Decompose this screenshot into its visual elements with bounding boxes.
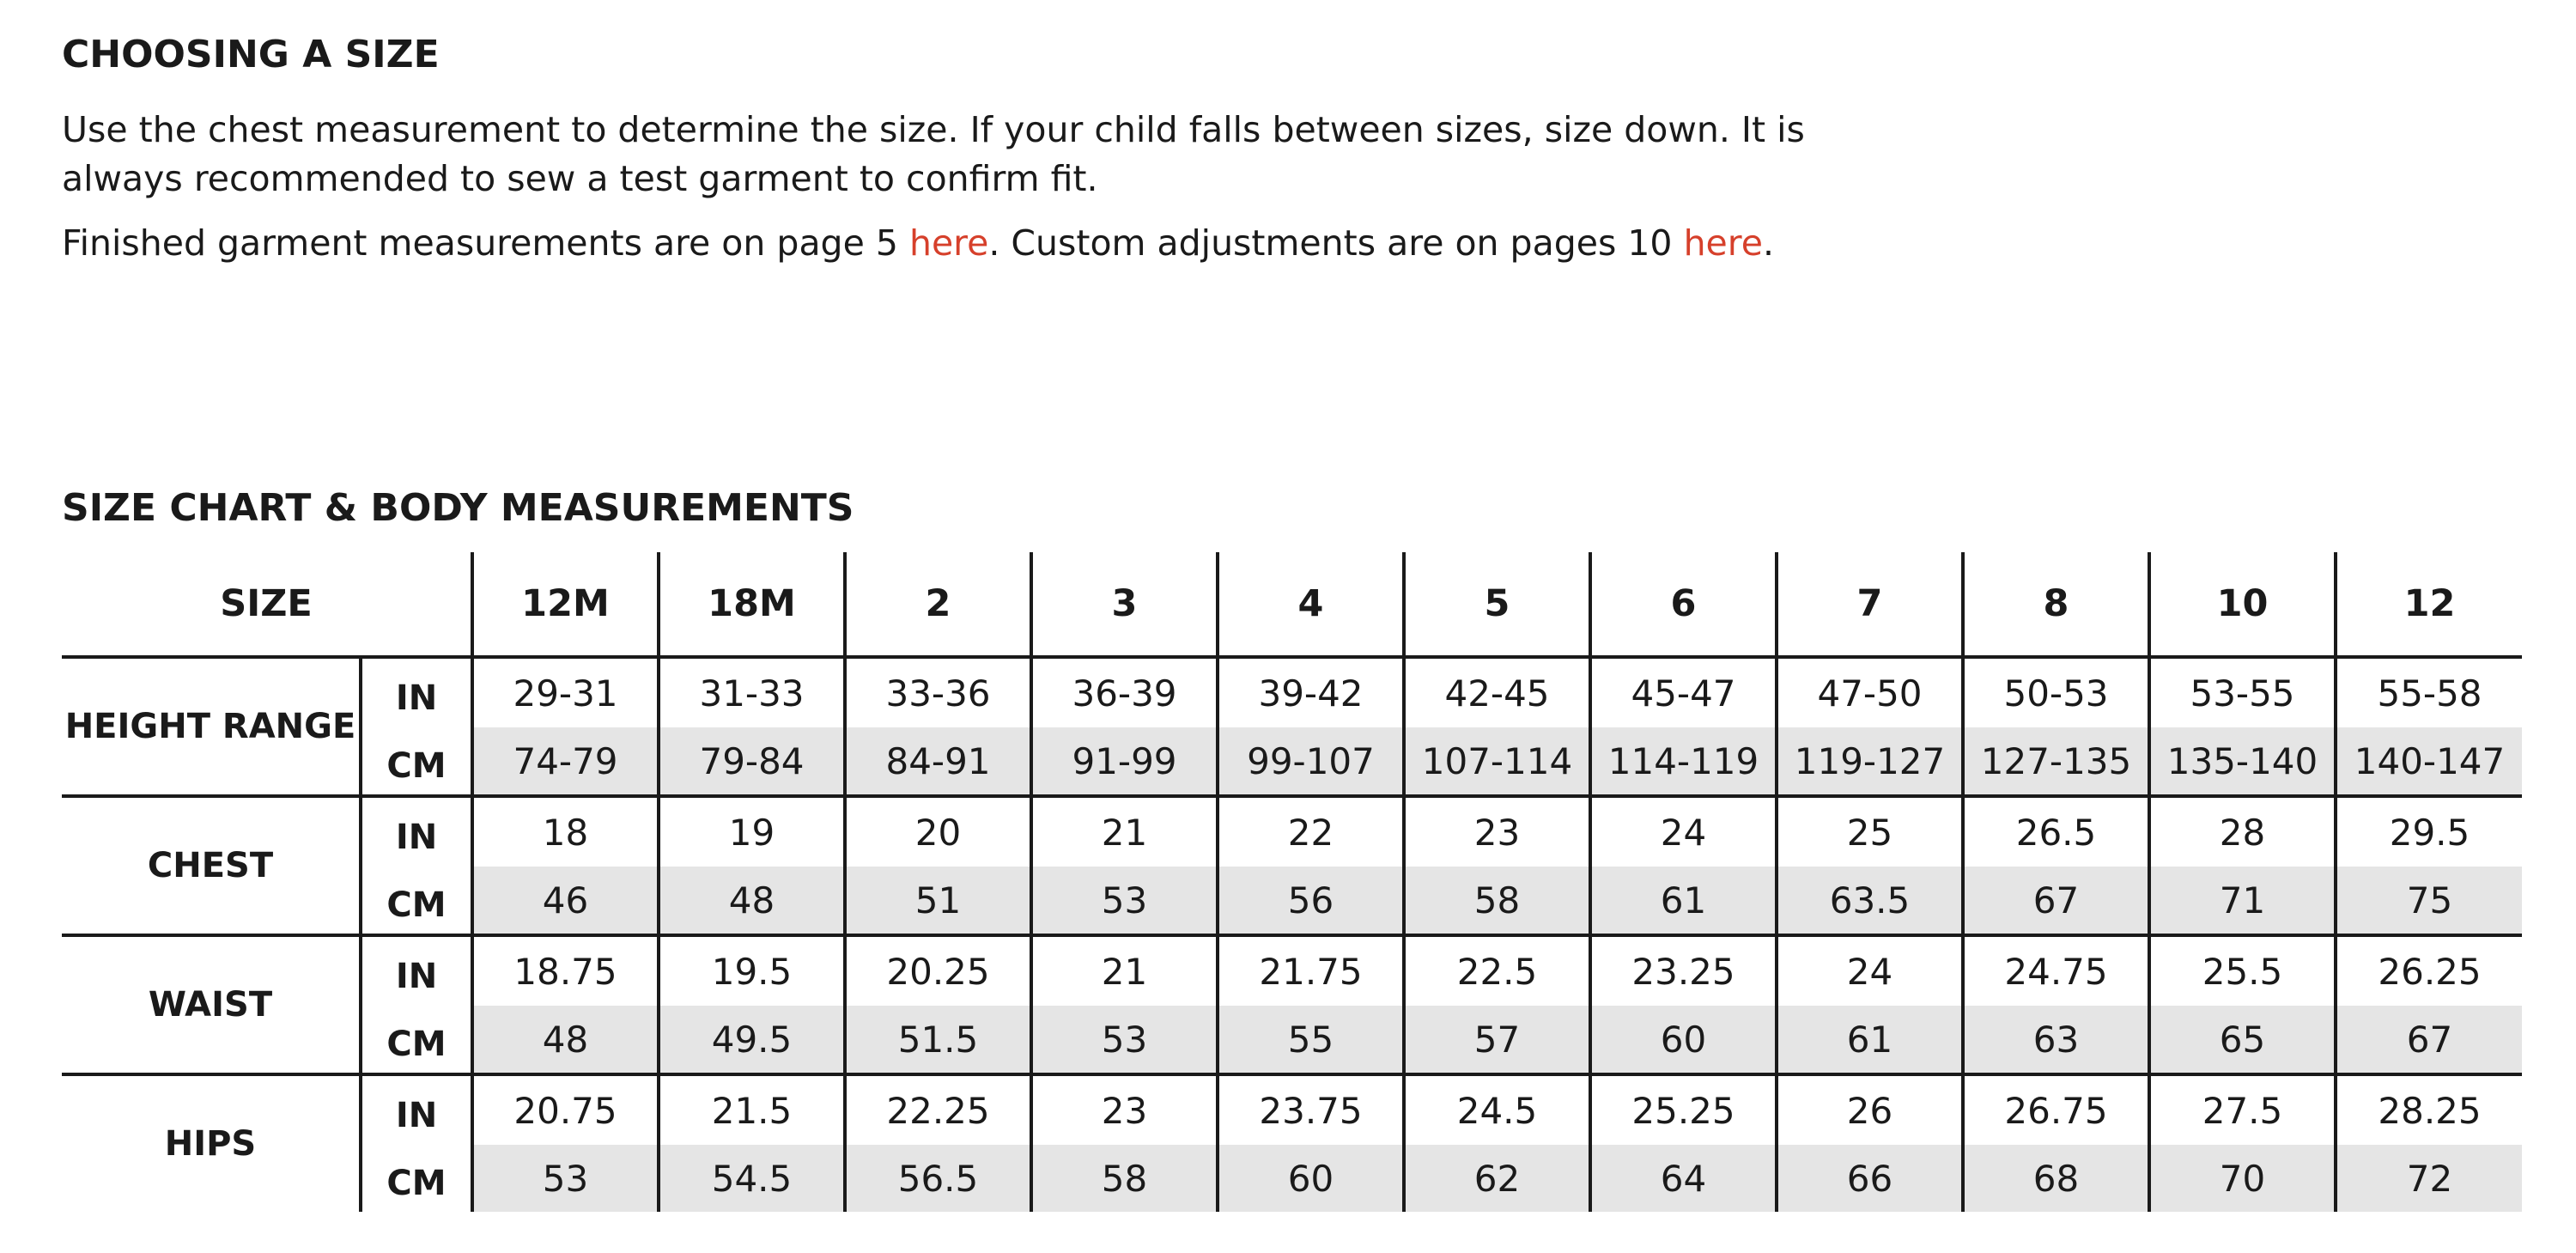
chest-in-12m: 18 xyxy=(472,796,659,867)
hips-in-18m: 21.5 xyxy=(659,1074,845,1145)
size-header-8: 8 xyxy=(1963,552,2149,657)
hips-cm-6: 64 xyxy=(1590,1145,1777,1212)
hips-in-12: 28.25 xyxy=(2336,1074,2522,1145)
size-header-7: 7 xyxy=(1777,552,1963,657)
size-header-12: 12 xyxy=(2336,552,2522,657)
height-range-in-7: 47-50 xyxy=(1777,657,1963,727)
chest-cm-row xyxy=(62,867,2522,935)
chest-in-12: 29.5 xyxy=(2336,796,2522,867)
chest-in-5: 23 xyxy=(1404,796,1590,867)
height-range-in-2: 33-36 xyxy=(845,657,1031,727)
size-header-6: 6 xyxy=(1590,552,1777,657)
unit-label: CM xyxy=(386,746,447,786)
height-range-in-12m: 29-31 xyxy=(472,657,659,727)
waist-cm-2: 51.5 xyxy=(845,1006,1031,1074)
chest-cm-12m: 46 xyxy=(472,867,659,935)
chest-cm-7: 63.5 xyxy=(1777,867,1963,935)
chest-cm-10: 71 xyxy=(2149,867,2336,935)
height-range-cm-18m: 79-84 xyxy=(659,727,845,796)
hips-cm-12: 72 xyxy=(2336,1145,2522,1212)
height-range-in-10: 53-55 xyxy=(2149,657,2336,727)
size-header-18m: 18M xyxy=(659,552,845,657)
waist-cm-3: 53 xyxy=(1031,1006,1218,1074)
finished-measurements-link[interactable]: here xyxy=(908,222,989,264)
height-range-in-8: 50-53 xyxy=(1963,657,2149,727)
waist-in-6: 23.25 xyxy=(1590,935,1777,1006)
reference-text-1: Finished garment measurements are on page 5 xyxy=(62,222,909,264)
height-range-in-6: 45-47 xyxy=(1590,657,1777,727)
chest-in-row xyxy=(62,796,2522,867)
height-range-cm-3: 91-99 xyxy=(1031,727,1218,796)
height-range-cm-10: 135-140 xyxy=(2149,727,2336,796)
waist-in-8: 24.75 xyxy=(1963,935,2149,1006)
hips-in-unit xyxy=(361,1074,472,1145)
size-chart-section xyxy=(62,486,2522,1212)
chest-in-10: 28 xyxy=(2149,796,2336,867)
hips-in-5: 24.5 xyxy=(1404,1074,1590,1145)
chest-label: CHEST xyxy=(62,796,361,935)
height-range-in-18m: 31-33 xyxy=(659,657,845,727)
custom-adjustments-link[interactable]: here xyxy=(1683,222,1763,264)
waist-in-5: 22.5 xyxy=(1404,935,1590,1006)
height-range-cm-row xyxy=(62,727,2522,796)
waist-cm-6: 60 xyxy=(1590,1006,1777,1074)
waist-in-12: 26.25 xyxy=(2336,935,2522,1006)
height-range-cm-unit xyxy=(361,727,472,796)
size-header-12m: 12M xyxy=(472,552,659,657)
height-range-cm-12m: 74-79 xyxy=(472,727,659,796)
size-header-row xyxy=(62,552,2522,657)
chest-in-2: 20 xyxy=(845,796,1031,867)
height-range-cm-6: 114-119 xyxy=(1590,727,1777,796)
height-range-cm-7: 119-127 xyxy=(1777,727,1963,796)
unit-label: IN xyxy=(395,678,438,718)
hips-cm-10: 70 xyxy=(2149,1145,2336,1212)
chest-cm-unit xyxy=(361,867,472,935)
chest-cm-5: 58 xyxy=(1404,867,1590,935)
chest-cm-2: 51 xyxy=(845,867,1031,935)
choosing-size-heading: CHOOSING A SIZE xyxy=(62,33,440,76)
waist-in-12m: 18.75 xyxy=(472,935,659,1006)
intro-section xyxy=(62,33,1917,268)
height-range-in-4: 39-42 xyxy=(1218,657,1404,727)
chest-cm-8: 67 xyxy=(1963,867,2149,935)
waist-cm-4: 55 xyxy=(1218,1006,1404,1074)
size-chart-heading: SIZE CHART & BODY MEASUREMENTS xyxy=(62,486,854,530)
chest-in-unit xyxy=(361,796,472,867)
hips-in-7: 26 xyxy=(1777,1074,1963,1145)
waist-in-row xyxy=(62,935,2522,1006)
waist-in-7: 24 xyxy=(1777,935,1963,1006)
height-range-cm-4: 99-107 xyxy=(1218,727,1404,796)
waist-cm-8: 63 xyxy=(1963,1006,2149,1074)
height-range-cm-2: 84-91 xyxy=(845,727,1031,796)
chest-cm-6: 61 xyxy=(1590,867,1777,935)
waist-cm-18m: 49.5 xyxy=(659,1006,845,1074)
hips-in-6: 25.25 xyxy=(1590,1074,1777,1145)
size-header-10: 10 xyxy=(2149,552,2336,657)
size-header-2: 2 xyxy=(845,552,1031,657)
unit-label: CM xyxy=(386,1164,447,1203)
hips-in-3: 23 xyxy=(1031,1074,1218,1145)
unit-label: IN xyxy=(395,1096,438,1135)
size-header-3: 3 xyxy=(1031,552,1218,657)
hips-cm-18m: 54.5 xyxy=(659,1145,845,1212)
size-header-5: 5 xyxy=(1404,552,1590,657)
chest-in-7: 25 xyxy=(1777,796,1963,867)
chest-in-6: 24 xyxy=(1590,796,1777,867)
hips-cm-4: 60 xyxy=(1218,1145,1404,1212)
hips-in-8: 26.75 xyxy=(1963,1074,2149,1145)
hips-in-12m: 20.75 xyxy=(472,1074,659,1145)
hips-cm-5: 62 xyxy=(1404,1145,1590,1212)
size-column-header: SIZE xyxy=(62,552,472,657)
chest-in-18m: 19 xyxy=(659,796,845,867)
height-range-label: HEIGHT RANGE xyxy=(62,657,361,796)
hips-cm-7: 66 xyxy=(1777,1145,1963,1212)
waist-in-3: 21 xyxy=(1031,935,1218,1006)
height-range-in-12: 55-58 xyxy=(2336,657,2522,727)
chest-cm-3: 53 xyxy=(1031,867,1218,935)
hips-cm-3: 58 xyxy=(1031,1145,1218,1212)
height-range-in-3: 36-39 xyxy=(1031,657,1218,727)
height-range-cm-8: 127-135 xyxy=(1963,727,2149,796)
waist-cm-12: 67 xyxy=(2336,1006,2522,1074)
hips-cm-2: 56.5 xyxy=(845,1145,1031,1212)
size-chart-table xyxy=(62,552,2522,1212)
hips-in-4: 23.75 xyxy=(1218,1074,1404,1145)
reference-text-3: . xyxy=(1762,222,1774,264)
chest-cm-4: 56 xyxy=(1218,867,1404,935)
hips-cm-unit xyxy=(361,1145,472,1212)
chest-in-4: 22 xyxy=(1218,796,1404,867)
unit-label: IN xyxy=(395,957,438,996)
waist-cm-7: 61 xyxy=(1777,1006,1963,1074)
reference-text-2: . Custom adjustments are on pages 10 xyxy=(988,222,1684,264)
unit-label: CM xyxy=(386,1025,447,1064)
hips-cm-row xyxy=(62,1145,2522,1212)
height-range-cm-5: 107-114 xyxy=(1404,727,1590,796)
unit-label: IN xyxy=(395,818,438,857)
hips-cm-12m: 53 xyxy=(472,1145,659,1212)
height-range-in-unit xyxy=(361,657,472,727)
chest-cm-12: 75 xyxy=(2336,867,2522,935)
waist-in-2: 20.25 xyxy=(845,935,1031,1006)
waist-cm-12m: 48 xyxy=(472,1006,659,1074)
page-reference-paragraph xyxy=(62,219,1917,268)
waist-cm-row xyxy=(62,1006,2522,1074)
unit-label: CM xyxy=(386,885,447,925)
height-range-in-5: 42-45 xyxy=(1404,657,1590,727)
waist-cm-unit xyxy=(361,1006,472,1074)
waist-in-10: 25.5 xyxy=(2149,935,2336,1006)
intro-paragraph: Use the chest measurement to determine the size. If your child falls between sizes, size down. It is always recommended to sew a test garment to confirm fit. xyxy=(62,109,1805,199)
hips-in-10: 27.5 xyxy=(2149,1074,2336,1145)
hips-in-row xyxy=(62,1074,2522,1145)
waist-in-4: 21.75 xyxy=(1218,935,1404,1006)
waist-cm-10: 65 xyxy=(2149,1006,2336,1074)
hips-label: HIPS xyxy=(62,1074,361,1212)
height-range-in-row xyxy=(62,657,2522,727)
chest-cm-18m: 48 xyxy=(659,867,845,935)
chest-in-3: 21 xyxy=(1031,796,1218,867)
hips-in-2: 22.25 xyxy=(845,1074,1031,1145)
waist-in-18m: 19.5 xyxy=(659,935,845,1006)
waist-label: WAIST xyxy=(62,935,361,1074)
waist-cm-5: 57 xyxy=(1404,1006,1590,1074)
height-range-cm-12: 140-147 xyxy=(2336,727,2522,796)
hips-cm-8: 68 xyxy=(1963,1145,2149,1212)
waist-in-unit xyxy=(361,935,472,1006)
chest-in-8: 26.5 xyxy=(1963,796,2149,867)
size-header-4: 4 xyxy=(1218,552,1404,657)
